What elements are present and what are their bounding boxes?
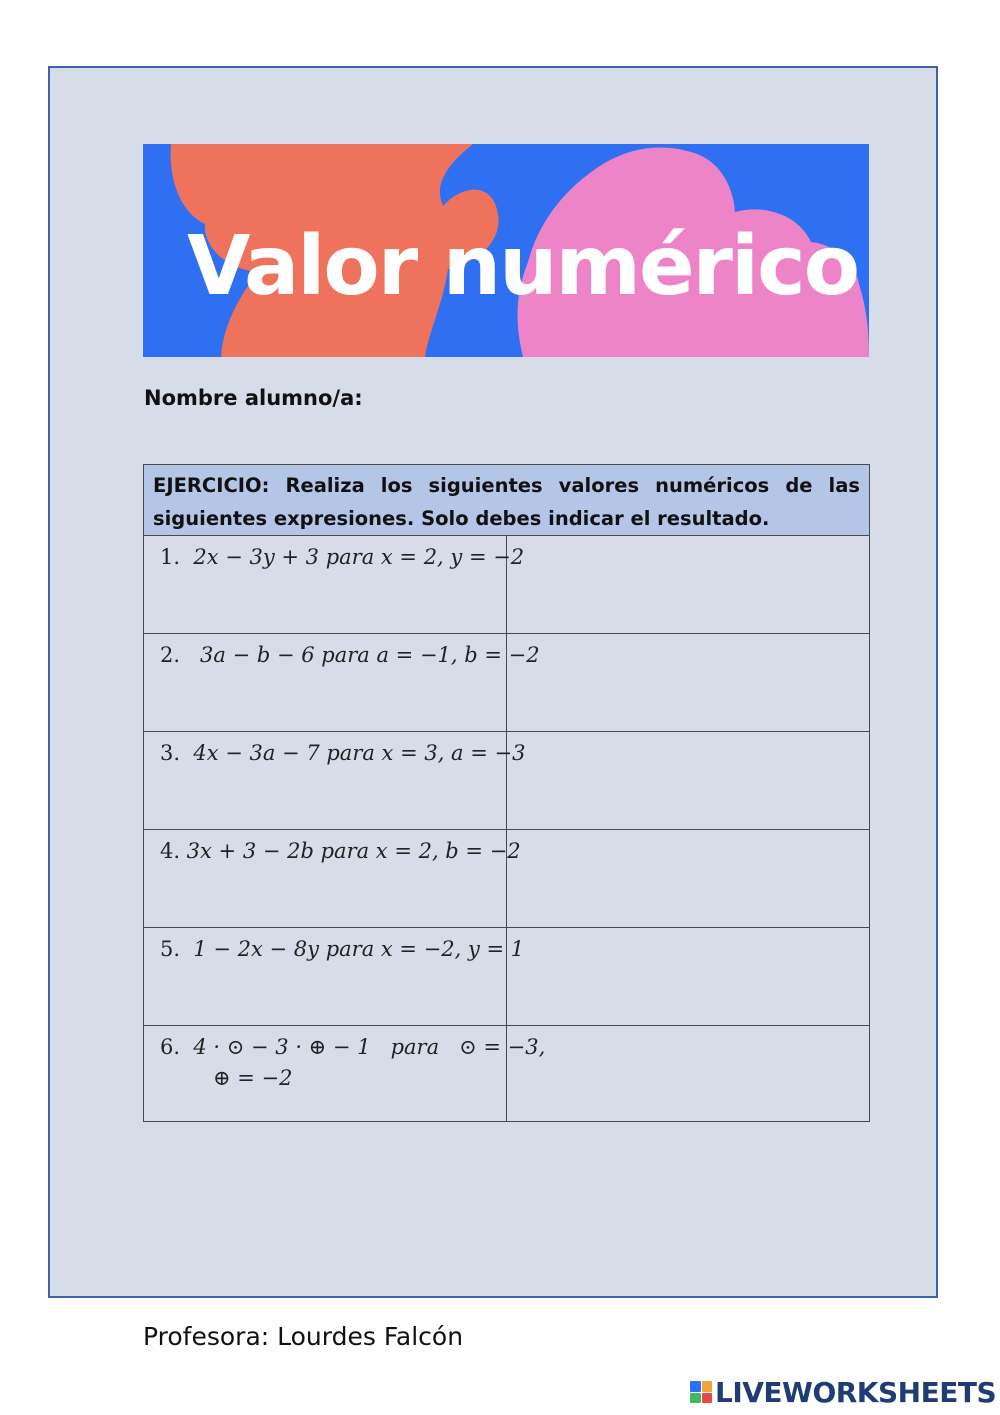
banner-title: Valor numérico [187, 219, 859, 314]
table-row [144, 1026, 870, 1122]
question-number: 6. [159, 1035, 180, 1059]
table-row [144, 536, 870, 634]
exercise-header: EJERCICIO: Realiza los siguientes valores numéricos de las siguientes expresiones. Solo debes indicar el resultado. [144, 465, 870, 536]
question-cell [144, 536, 525, 634]
question-number: 1. [159, 545, 180, 569]
question-cell [144, 732, 526, 830]
question-cell [144, 928, 525, 1026]
table-row [144, 830, 870, 928]
student-name-label: Nombre alumno/a: [144, 386, 363, 410]
teacher-credit: Profesora: Lourdes Falcón [143, 1322, 464, 1351]
question-expression-continued: ⊕ = −2 [213, 1066, 293, 1090]
table-row [144, 928, 870, 1026]
banner-artwork [143, 144, 869, 357]
answer-cell[interactable] [507, 732, 870, 830]
question-number: 4. [159, 839, 180, 863]
table-row [144, 634, 870, 732]
question-expression: 4 · ⊙ − 3 · ⊕ − 1 para ⊙ = −3, [180, 1035, 546, 1059]
liveworksheets-logo[interactable] [690, 1374, 996, 1410]
question-number: 2. [159, 643, 180, 667]
answer-cell[interactable] [507, 1026, 870, 1122]
question-cell [144, 830, 521, 928]
question-cell [144, 634, 540, 732]
answer-cell[interactable] [507, 928, 870, 1026]
answer-cell[interactable] [507, 830, 870, 928]
question-cell [144, 1026, 546, 1122]
question-expression: 1 − 2x − 8y para x = −2, y = 1 [180, 937, 525, 961]
question-number: 5. [159, 937, 180, 961]
brand-name: LIVEWORKSHEETS [715, 1375, 997, 1409]
answer-cell[interactable] [507, 634, 870, 732]
exercise-table [143, 464, 870, 1122]
title-banner [143, 144, 869, 357]
question-number: 3. [159, 741, 180, 765]
table-row [144, 732, 870, 830]
question-expression: 4x − 3a − 7 para x = 3, a = −3 [180, 741, 526, 765]
question-expression: 3a − b − 6 para a = −1, b = −2 [180, 643, 540, 667]
question-expression: 3x + 3 − 2b para x = 2, b = −2 [180, 839, 521, 863]
question-expression: 2x − 3y + 3 para x = 2, y = −2 [180, 545, 525, 569]
liveworksheets-icon [690, 1381, 712, 1403]
answer-cell[interactable] [507, 536, 870, 634]
